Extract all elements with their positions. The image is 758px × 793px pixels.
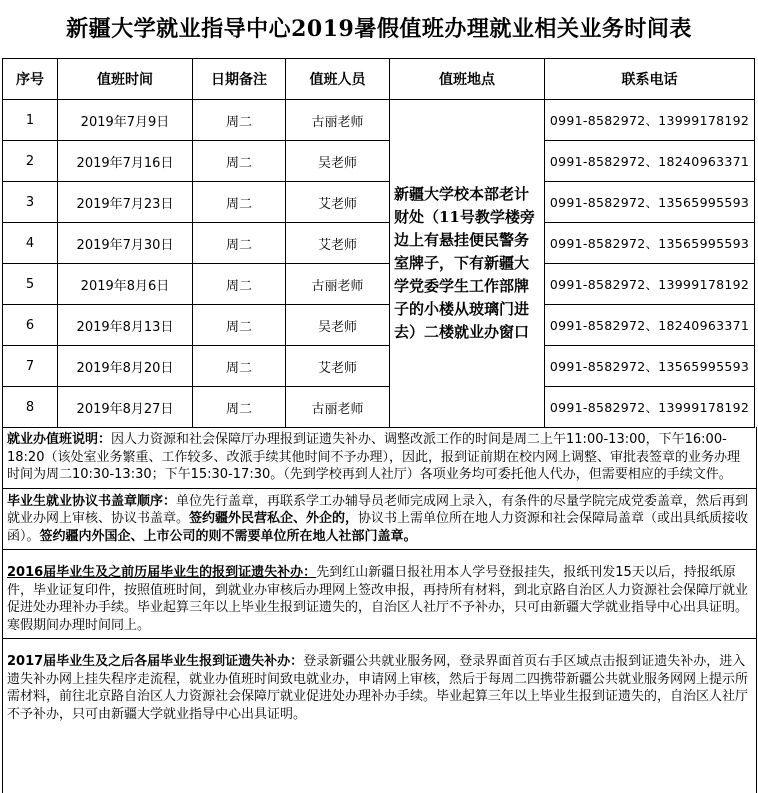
note-duty-heading: 就业办值班说明： bbox=[7, 432, 112, 447]
note-agreement-bold-1: 签约疆外民营私企、外企的， bbox=[189, 511, 359, 526]
cell-day: 周二 bbox=[193, 387, 286, 428]
note-grad-2017 bbox=[3, 639, 756, 727]
cell-staff: 古丽老师 bbox=[286, 387, 390, 428]
table-row bbox=[3, 182, 755, 223]
cell-day: 周二 bbox=[193, 346, 286, 387]
table-row bbox=[3, 223, 755, 264]
note-grad-2017-text: 登录新疆公共就业服务网，登录界面首页右手区域点击报到证遗失补办，进入遗失补办网上挂失程序走流程，就业办值班时间致电就业办，申请网上审核，然后于每周二四携带新疆公共就业服务网网上提示所需材料，前往北京路自治区人力资源社会保障厅就业促进处办理补办手续。毕业起算三年以上毕业生报到证遗失的，自治区人社厅不予补办，只可由新疆大学就业指导中心出具证明。 bbox=[7, 654, 749, 722]
duty-schedule-table bbox=[2, 58, 755, 428]
cell-day: 周二 bbox=[193, 223, 286, 264]
cell-no: 4 bbox=[3, 223, 58, 264]
col-header-location: 值班地点 bbox=[390, 59, 545, 100]
note-agreement-heading: 毕业生就业协议书盖章顺序： bbox=[7, 493, 177, 509]
cell-staff: 艾老师 bbox=[286, 223, 390, 264]
cell-date: 2019年7月23日 bbox=[58, 182, 193, 223]
notes-section bbox=[2, 427, 757, 793]
note-grad-2016-text: 先到红山新疆日报社用本人学号登报挂失，报纸刊发15天以后，持报纸原件，毕业证复印件，按照值班时间，到就业办审核后办理网上签改申报，再持所有材料，到北京路自治区人力资源社会保障厅就业促进处办理补办手续。毕业起算三年以上毕业生报到证遗失的，自治区人社厅不予补办，只可由新疆大学就业指导中心出具证明。寒假期间办理时间同上。 bbox=[7, 565, 749, 633]
note-agreement bbox=[3, 489, 756, 551]
cell-date: 2019年7月16日 bbox=[58, 141, 193, 182]
cell-date: 2019年8月13日 bbox=[58, 305, 193, 346]
cell-no: 7 bbox=[3, 346, 58, 387]
cell-day: 周二 bbox=[193, 305, 286, 346]
cell-phone: 0991-8582972、13565995593 bbox=[545, 346, 755, 387]
cell-phone: 0991-8582972、13565995593 bbox=[545, 223, 755, 264]
cell-day: 周二 bbox=[193, 182, 286, 223]
cell-staff: 艾老师 bbox=[286, 346, 390, 387]
cell-date: 2019年8月20日 bbox=[58, 346, 193, 387]
table-row bbox=[3, 264, 755, 305]
table-row bbox=[3, 141, 755, 182]
table-header-row bbox=[3, 59, 755, 100]
cell-date: 2019年8月27日 bbox=[58, 387, 193, 428]
note-agreement-bold-2: 签约疆内外国企、上市公司的则不需要单位所在地人社部门盖章。 bbox=[39, 528, 417, 544]
table-row bbox=[3, 305, 755, 346]
cell-no: 5 bbox=[3, 264, 58, 305]
table-row bbox=[3, 387, 755, 428]
cell-day: 周二 bbox=[193, 100, 286, 141]
cell-staff: 吴老师 bbox=[286, 141, 390, 182]
cell-phone: 0991-8582972、18240963371 bbox=[545, 141, 755, 182]
cell-no: 2 bbox=[3, 141, 58, 182]
note-agreement-text: 单位先行盖章，再联系学工办辅导员老师完成网上录入，有条件的尽量学院完成党委盖章，然后再到就业办网上审核、协议书盖章。 bbox=[7, 493, 749, 526]
cell-staff: 艾老师 bbox=[286, 182, 390, 223]
cell-no: 3 bbox=[3, 182, 58, 223]
cell-staff: 古丽老师 bbox=[286, 264, 390, 305]
note-grad-2016-heading: 2016届毕业生及之前历届毕业生的报到证遗失补办： bbox=[7, 565, 317, 580]
col-header-day: 日期备注 bbox=[193, 59, 286, 100]
cell-phone: 0991-8582972、18240963371 bbox=[545, 305, 755, 346]
note-agreement-text-2: 协议书上需单位所在地人力资源和社会保障局盖章（或出具纸质接收函）。 bbox=[7, 511, 749, 544]
col-header-date: 值班时间 bbox=[58, 59, 193, 100]
cell-day: 周二 bbox=[193, 264, 286, 305]
table-row bbox=[3, 346, 755, 387]
cell-date: 2019年7月30日 bbox=[58, 223, 193, 264]
page-title: 新疆大学就业指导中心2019暑假值班办理就业相关业务时间表 bbox=[66, 16, 692, 42]
cell-no: 1 bbox=[3, 100, 58, 141]
note-duty-text: 因人力资源和社会保障厅办理报到证遗失补办、调整改派工作的时间是周二上午11:00-13:00，下午16:00-18:20（该处室业务繁重、工作较多、改派手续其他时间不予办理），因此，报到证前期在校内网上调整、审批表签章的业务办理时间为周二10:30-13:30；下午15:30-17:30。（先到学校再到人社厅）各项业务均可委托他人代办，但需要相应的手续文件。 bbox=[7, 432, 740, 482]
cell-phone: 0991-8582972、13999178192 bbox=[545, 100, 755, 141]
cell-phone: 0991-8582972、13999178192 bbox=[545, 387, 755, 428]
col-header-no: 序号 bbox=[3, 59, 58, 100]
note-grad-2016 bbox=[3, 550, 756, 639]
cell-staff: 古丽老师 bbox=[286, 100, 390, 141]
note-duty bbox=[3, 427, 756, 489]
col-header-staff: 值班人员 bbox=[286, 59, 390, 100]
cell-phone: 0991-8582972、13999178192 bbox=[545, 264, 755, 305]
note-grad-2017-heading: 2017届毕业生及之后各届毕业生报到证遗失补办： bbox=[7, 654, 304, 669]
col-header-phone: 联系电话 bbox=[545, 59, 755, 100]
cell-day: 周二 bbox=[193, 141, 286, 182]
cell-location: 新疆大学校本部老计财处（11号教学楼旁边上有悬挂便民警务室牌子，下有新疆大学党委学生工作部牌子的小楼从玻璃门进去）二楼就业办窗口 bbox=[390, 100, 545, 428]
cell-staff: 吴老师 bbox=[286, 305, 390, 346]
cell-no: 8 bbox=[3, 387, 58, 428]
cell-date: 2019年8月6日 bbox=[58, 264, 193, 305]
cell-date: 2019年7月9日 bbox=[58, 100, 193, 141]
table-row bbox=[3, 100, 755, 141]
cell-no: 6 bbox=[3, 305, 58, 346]
cell-phone: 0991-8582972、13565995593 bbox=[545, 182, 755, 223]
